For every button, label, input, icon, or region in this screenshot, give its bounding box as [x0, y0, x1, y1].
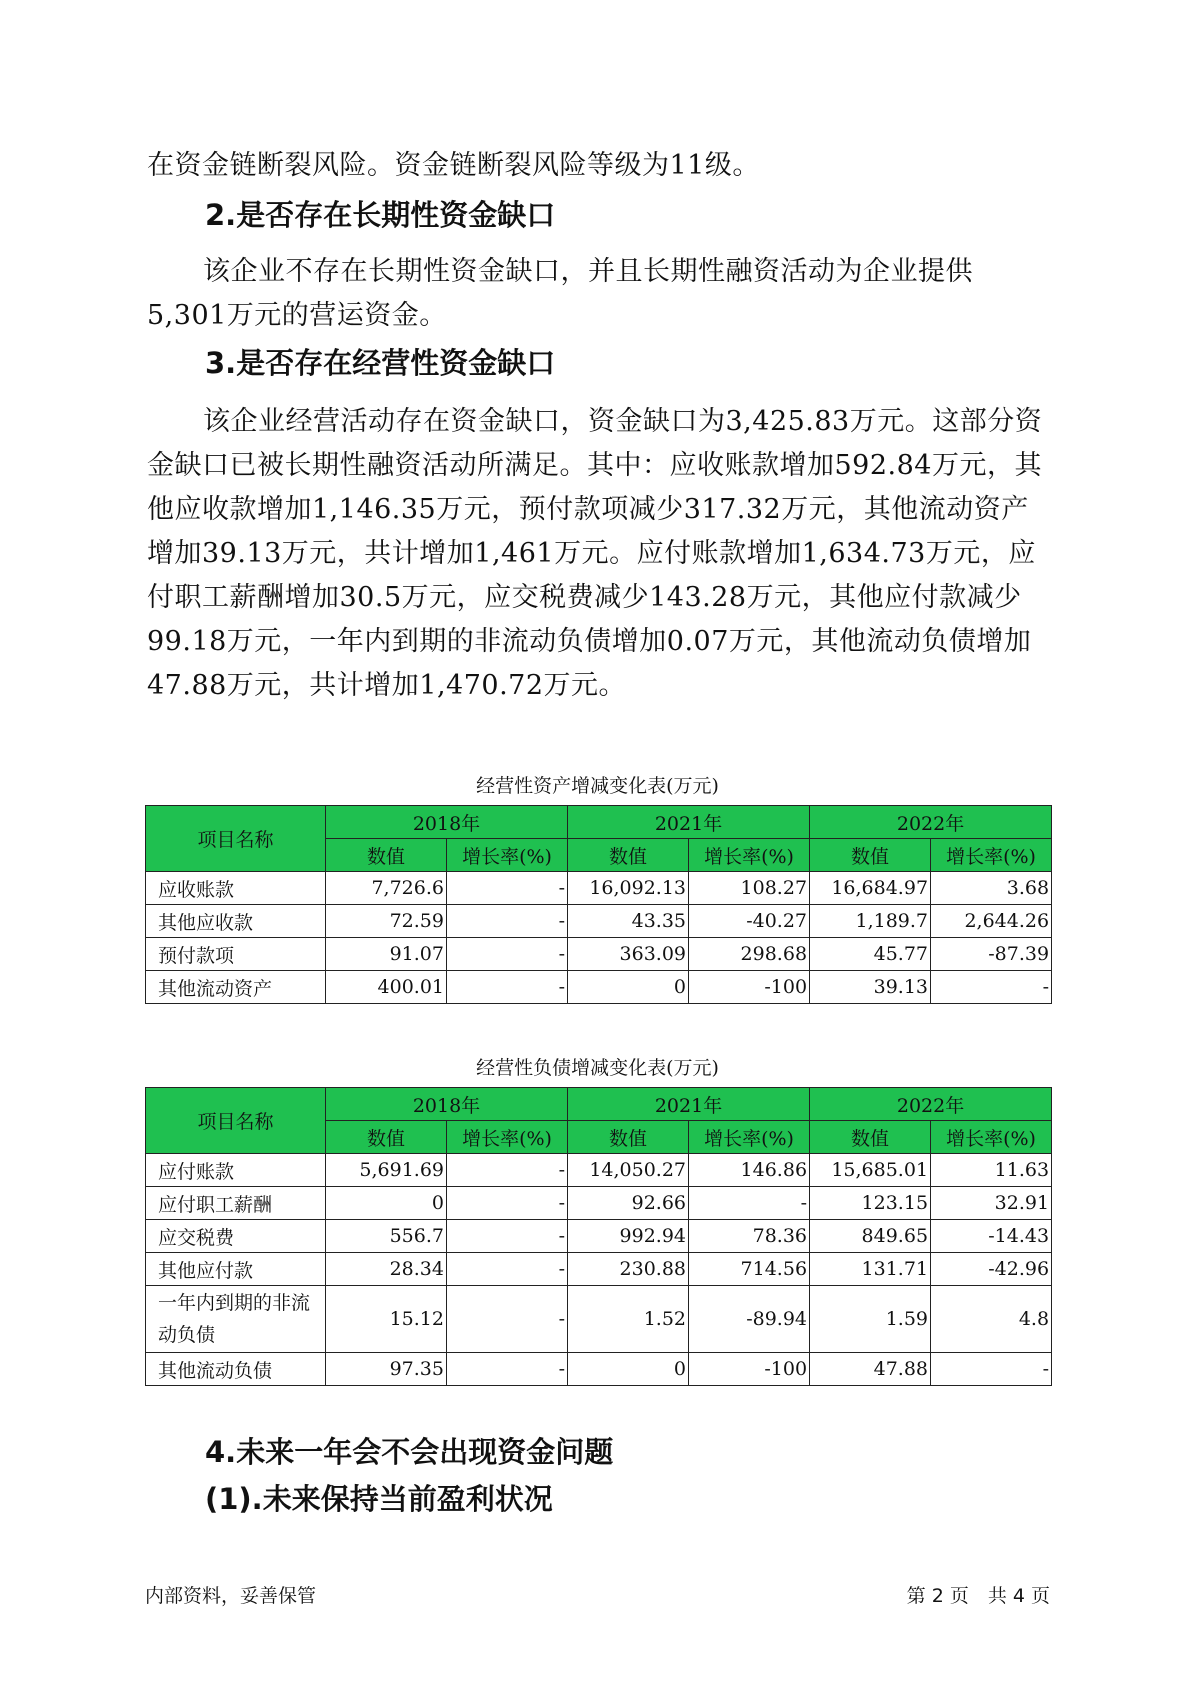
header-value: 数值 — [568, 1121, 689, 1154]
cell-value: 131.71 — [810, 1253, 931, 1286]
cell-value: 28.34 — [326, 1253, 447, 1286]
heading-future-funding: 4.未来一年会不会出现资金问题 — [205, 1435, 614, 1469]
header-year-2022: 2022年 — [810, 1088, 1052, 1121]
cell-value: 92.66 — [568, 1187, 689, 1220]
header-year-2021: 2021年 — [568, 806, 810, 839]
cell-value: 14,050.27 — [568, 1154, 689, 1187]
cell-growth: -100 — [689, 1353, 810, 1386]
cell-growth: - — [447, 1253, 568, 1286]
cell-growth: - — [447, 938, 568, 971]
cell-value: 39.13 — [810, 971, 931, 1004]
row-label: 应付账款 — [146, 1154, 326, 1187]
heading-operating-gap: 3.是否存在经营性资金缺口 — [205, 346, 556, 380]
cell-value: 16,684.97 — [810, 872, 931, 905]
cell-value: 15.12 — [326, 1286, 447, 1353]
cell-value: 0 — [326, 1187, 447, 1220]
header-item-name: 项目名称 — [146, 806, 326, 872]
header-growth: 增长率(%) — [931, 839, 1052, 872]
header-growth: 增长率(%) — [447, 1121, 568, 1154]
cell-growth: 714.56 — [689, 1253, 810, 1286]
cell-value: 230.88 — [568, 1253, 689, 1286]
cell-value: 849.65 — [810, 1220, 931, 1253]
cell-growth: -14.43 — [931, 1220, 1052, 1253]
row-label: 其他流动负债 — [146, 1353, 326, 1386]
assets-table — [145, 805, 1052, 1004]
header-value: 数值 — [810, 839, 931, 872]
table-row — [146, 1253, 1052, 1286]
cell-value: 0 — [568, 1353, 689, 1386]
table-row — [146, 905, 1052, 938]
row-label: 其他应付款 — [146, 1253, 326, 1286]
table-row — [146, 971, 1052, 1004]
caption-assets-table: 经营性资产增减变化表(万元) — [476, 775, 719, 797]
cell-growth: 32.91 — [931, 1187, 1052, 1220]
heading-keep-profitability: (1).未来保持当前盈利状况 — [205, 1482, 553, 1516]
row-label: 应交税费 — [146, 1220, 326, 1253]
cell-growth: 3.68 — [931, 872, 1052, 905]
header-value: 数值 — [810, 1121, 931, 1154]
header-year-2018: 2018年 — [326, 1088, 568, 1121]
cell-growth: - — [447, 905, 568, 938]
cell-value: 15,685.01 — [810, 1154, 931, 1187]
liabilities-table — [145, 1087, 1052, 1386]
cell-growth: - — [447, 1154, 568, 1187]
header-year-2021: 2021年 — [568, 1088, 810, 1121]
header-value: 数值 — [326, 839, 447, 872]
header-value: 数值 — [568, 839, 689, 872]
footer-page-number: 第 2 页 共 4 页 — [906, 1585, 1050, 1607]
cell-growth: 4.8 — [931, 1286, 1052, 1353]
header-growth: 增长率(%) — [447, 839, 568, 872]
cell-value: 72.59 — [326, 905, 447, 938]
header-growth: 增长率(%) — [931, 1121, 1052, 1154]
cell-value: 1,189.7 — [810, 905, 931, 938]
table-row — [146, 1187, 1052, 1220]
cell-value: 992.94 — [568, 1220, 689, 1253]
cell-growth: 11.63 — [931, 1154, 1052, 1187]
table-row — [146, 1353, 1052, 1386]
cell-value: 45.77 — [810, 938, 931, 971]
cell-growth: - — [447, 872, 568, 905]
cell-growth: - — [447, 1187, 568, 1220]
paragraph-long-term-gap: 该企业不存在长期性资金缺口，并且长期性融资活动为企业提供5,301万元的营运资金。 — [147, 256, 973, 331]
cell-growth: - — [931, 971, 1052, 1004]
header-year-2022: 2022年 — [810, 806, 1052, 839]
table-row — [146, 938, 1052, 971]
header-item-name: 项目名称 — [146, 1088, 326, 1154]
cell-growth: -87.39 — [931, 938, 1052, 971]
header-growth: 增长率(%) — [689, 839, 810, 872]
cell-growth: -42.96 — [931, 1253, 1052, 1286]
cell-growth: - — [447, 1353, 568, 1386]
row-label: 应收账款 — [146, 872, 326, 905]
table-row — [146, 1220, 1052, 1253]
paragraph-operating-gap: 该企业经营活动存在资金缺口，资金缺口为3,425.83万元。这部分资金缺口已被长期性融资活动所满足。其中：应收账款增加592.84万元，其他应收款增加1,146.35万元，预付款项减少317.32万元，其他流动资产增加39.13万元，共计增加1,461万元。应付账款增加1,634.73万元，应付职工薪酬增加30.5万元，应交税费减少143.28万元，其他应付款减少99.18万元，一年内到期的非流动负债增加0.07万元，其他流动负债增加47.88万元，共计增加1,470.72万元。 — [147, 406, 1043, 701]
cell-growth: - — [447, 1286, 568, 1353]
cell-growth: - — [931, 1353, 1052, 1386]
cell-value: 0 — [568, 971, 689, 1004]
cell-growth: - — [689, 1187, 810, 1220]
table-row — [146, 1286, 1052, 1353]
cell-growth: -89.94 — [689, 1286, 810, 1353]
cell-growth: 108.27 — [689, 872, 810, 905]
row-label: 一年内到期的非流动负债 — [146, 1286, 326, 1353]
paragraph-intro: 在资金链断裂风险。资金链断裂风险等级为11级。 — [147, 150, 760, 181]
row-label: 其他流动资产 — [146, 971, 326, 1004]
cell-value: 123.15 — [810, 1187, 931, 1220]
table-row — [146, 1154, 1052, 1187]
cell-value: 1.52 — [568, 1286, 689, 1353]
cell-value: 7,726.6 — [326, 872, 447, 905]
cell-value: 43.35 — [568, 905, 689, 938]
cell-growth: - — [447, 971, 568, 1004]
cell-growth: -100 — [689, 971, 810, 1004]
header-growth: 增长率(%) — [689, 1121, 810, 1154]
caption-liabilities-table: 经营性负债增减变化表(万元) — [476, 1057, 719, 1079]
cell-value: 363.09 — [568, 938, 689, 971]
header-year-2018: 2018年 — [326, 806, 568, 839]
cell-growth: -40.27 — [689, 905, 810, 938]
cell-growth: 2,644.26 — [931, 905, 1052, 938]
cell-value: 16,092.13 — [568, 872, 689, 905]
cell-growth: 146.86 — [689, 1154, 810, 1187]
cell-value: 97.35 — [326, 1353, 447, 1386]
row-label: 其他应收款 — [146, 905, 326, 938]
heading-long-term-gap: 2.是否存在长期性资金缺口 — [205, 198, 556, 232]
cell-value: 1.59 — [810, 1286, 931, 1353]
cell-value: 47.88 — [810, 1353, 931, 1386]
table-row — [146, 872, 1052, 905]
cell-value: 556.7 — [326, 1220, 447, 1253]
cell-growth: 78.36 — [689, 1220, 810, 1253]
cell-value: 400.01 — [326, 971, 447, 1004]
cell-growth: - — [447, 1220, 568, 1253]
cell-value: 91.07 — [326, 938, 447, 971]
cell-growth: 298.68 — [689, 938, 810, 971]
footer-confidential-note: 内部资料，妥善保管 — [145, 1585, 317, 1607]
header-value: 数值 — [326, 1121, 447, 1154]
cell-value: 5,691.69 — [326, 1154, 447, 1187]
row-label: 预付款项 — [146, 938, 326, 971]
row-label: 应付职工薪酬 — [146, 1187, 326, 1220]
